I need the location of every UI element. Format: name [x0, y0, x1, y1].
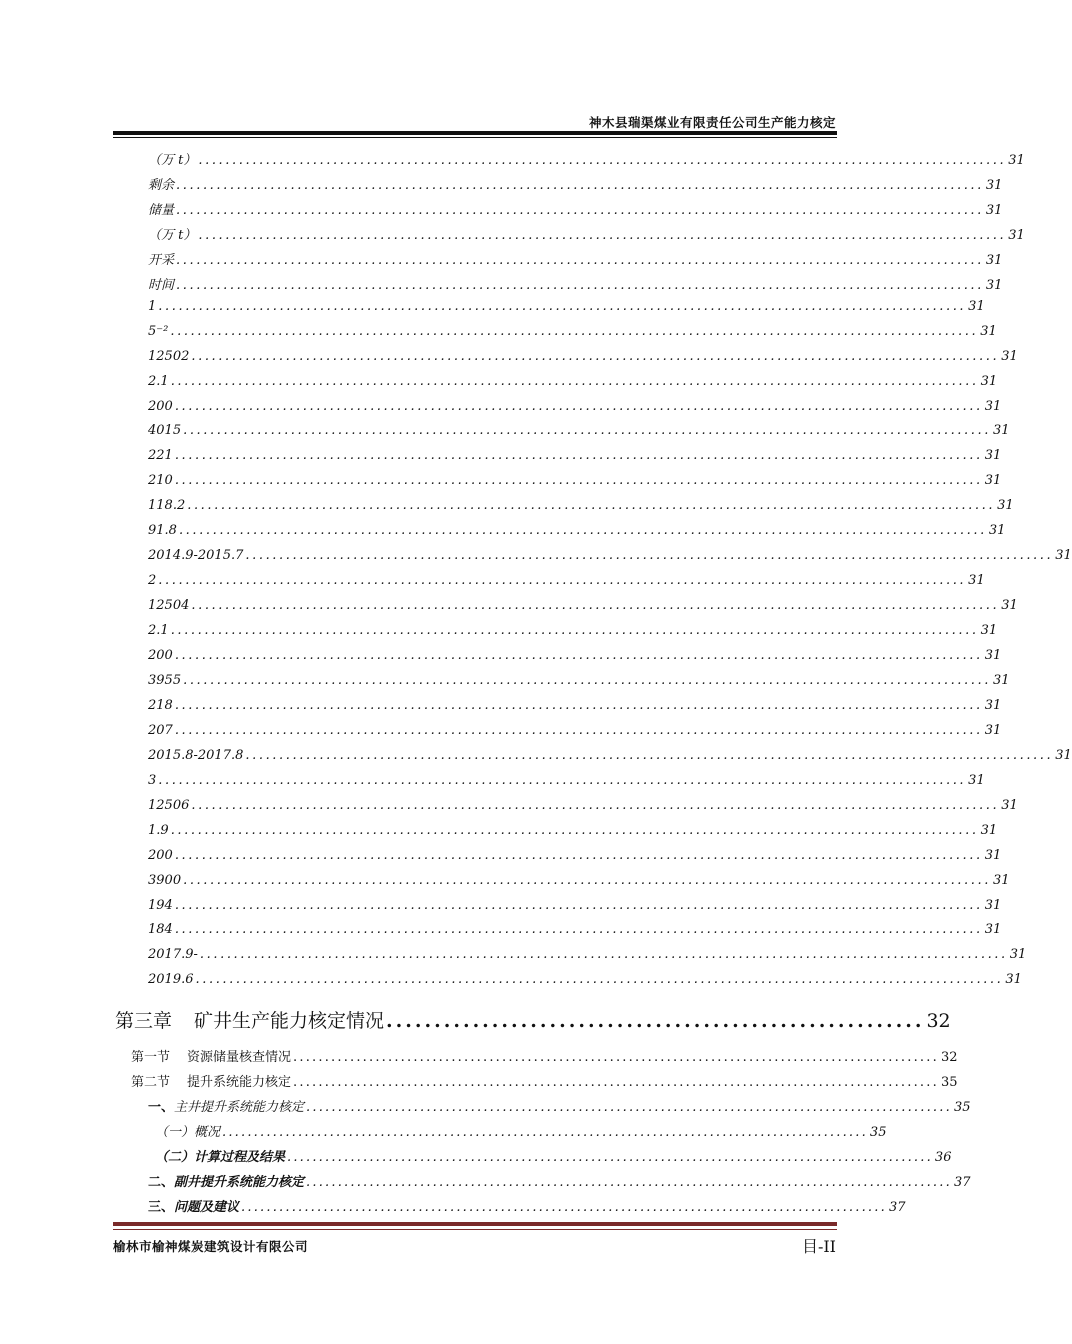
toc-entry-label: 5⁻² — [148, 323, 169, 339]
toc-entry[interactable] — [148, 947, 1027, 963]
subsection-page: 36 — [934, 1150, 952, 1165]
toc-leader: ........................................................................................................................ — [158, 772, 967, 788]
toc-entry-page: 31 — [980, 323, 997, 339]
toc-entry-page: 31 — [1055, 747, 1072, 763]
chapter-page: 32 — [926, 1010, 951, 1032]
subsection-page: 37 — [888, 1200, 906, 1215]
toc-chapter-3[interactable] — [115, 1006, 951, 1033]
toc-entry[interactable] — [148, 373, 998, 389]
toc-entry[interactable] — [148, 548, 1072, 564]
toc-entry[interactable] — [148, 249, 1003, 268]
toc-entry[interactable] — [148, 199, 1003, 218]
toc-entry-page: 31 — [1001, 598, 1018, 614]
toc-leader: ........................................................................................................................ — [245, 548, 1054, 564]
footer-rule-thick — [113, 1222, 837, 1226]
toc-entry-page: 31 — [984, 398, 1002, 414]
toc-entry-label: 12502 — [148, 348, 190, 364]
toc-entry-label: 200 — [148, 847, 173, 863]
toc-entry-label: 2 — [148, 573, 157, 589]
section-number: 第一节 — [131, 1050, 171, 1065]
toc-entry-page: 31 — [984, 722, 1002, 738]
toc-entry[interactable] — [148, 872, 1010, 888]
toc-entry-page: 31 — [984, 648, 1002, 663]
toc-entry-page: 31 — [984, 847, 1002, 863]
toc-entry-label: 2.1 — [148, 373, 169, 389]
section-page: 35 — [940, 1075, 958, 1090]
section-title: 提升系统能力核定 — [187, 1075, 292, 1090]
toc-entry-page: 31 — [968, 298, 985, 314]
toc-entry-page: 31 — [984, 448, 1002, 464]
toc-leader: ........................................................................................................................ — [176, 202, 984, 218]
toc-entry-page: 31 — [1005, 972, 1022, 988]
toc-leader: ........................................................................................................................ — [174, 897, 983, 913]
subsection-page: 35 — [869, 1125, 887, 1140]
toc-leader: ........................................................................................................................ — [176, 277, 984, 293]
toc-leader: ........................................................................................................................ — [174, 473, 983, 489]
toc-leader: ........................................................................................................................ — [174, 722, 983, 738]
toc-entry[interactable] — [148, 274, 1003, 293]
toc-entry[interactable] — [148, 697, 1002, 713]
footer-page-number: 目-II — [801, 1237, 836, 1256]
toc-leader: ........................................................................................................................ — [174, 847, 983, 863]
toc-entry-label: 3955 — [148, 672, 182, 688]
toc-entry-label: 3900 — [148, 872, 182, 888]
toc-subsection-1[interactable] — [148, 1096, 971, 1115]
toc-entry[interactable] — [148, 747, 1072, 763]
subsection-title: （二）计算过程及结果 — [155, 1150, 286, 1165]
toc-entry-label: 3 — [148, 772, 157, 788]
toc-leader: ...................................................................................................... — [306, 1100, 952, 1115]
toc-entry-label: 194 — [148, 897, 173, 913]
toc-entry-page: 31 — [985, 202, 1003, 218]
toc-entry-page: 31 — [984, 697, 1002, 713]
toc-leader: ........................................................................................................................ — [187, 498, 996, 514]
toc-entry[interactable] — [148, 473, 1002, 489]
toc-leader: ........................................................................................................................ — [174, 648, 983, 663]
toc-entry-page: 31 — [980, 822, 998, 838]
toc-entry-label: 91.8 — [148, 523, 177, 539]
toc-entry-label: 储量 — [148, 202, 175, 218]
toc-entry-page: 31 — [1001, 797, 1018, 813]
toc-entry-page: 31 — [1008, 153, 1025, 168]
toc-leader: ...................................................................................................... — [222, 1125, 868, 1140]
running-header-title: 神木县瑞渠煤业有限责任公司生产能力核定 — [588, 115, 836, 130]
toc-leader: ...................................................................................................... — [241, 1200, 887, 1215]
toc-leader: ........................................................................................................................ — [174, 448, 983, 464]
toc-entry[interactable] — [148, 897, 1002, 913]
toc-entry-label: 207 — [148, 722, 173, 738]
toc-entry-label: 200 — [148, 398, 173, 414]
toc-entry[interactable] — [148, 323, 997, 339]
toc-entry[interactable] — [148, 224, 1025, 243]
toc-entry[interactable] — [148, 149, 1025, 168]
toc-entry[interactable] — [148, 398, 1002, 414]
chapter-number: 第三章 — [115, 1010, 173, 1032]
toc-entry-page: 31 — [1009, 947, 1027, 963]
toc-entry[interactable] — [148, 772, 985, 788]
toc-leader: ........................................................................................................................ — [176, 177, 984, 193]
header-rule-thick — [113, 131, 837, 135]
toc-entry[interactable] — [148, 648, 1002, 663]
toc-entry-page: 31 — [992, 872, 1010, 888]
toc-leader: ...................................................................................................... — [306, 1175, 952, 1190]
toc-entry-page: 31 — [968, 772, 985, 788]
section-page: 32 — [940, 1050, 958, 1065]
toc-entry-label: 4015 — [148, 423, 182, 439]
toc-entry-label: 1.9 — [148, 822, 169, 838]
toc-entry-page: 31 — [980, 373, 998, 389]
toc-entry-label: 2.1 — [148, 623, 169, 638]
toc-leader: ........................................................................................................................ — [176, 252, 984, 268]
subsection-title: 主井提升系统能力核定 — [174, 1100, 305, 1115]
toc-leader: ...................................................................................................... — [293, 1050, 939, 1065]
toc-leader: ...................................................................................................... — [287, 1150, 933, 1165]
toc-entry-page: 31 — [985, 177, 1003, 193]
toc-leader: ........................................................................................................................ — [170, 822, 979, 838]
toc-entry[interactable] — [148, 722, 1002, 738]
toc-entry[interactable] — [148, 797, 1018, 813]
toc-leader: ........................................................................................................................ — [170, 323, 979, 339]
toc-entry[interactable] — [148, 573, 985, 589]
toc-section-2[interactable] — [131, 1071, 958, 1090]
toc-entry-label: 2014.9-2015.7 — [148, 548, 244, 564]
toc-entry[interactable] — [148, 623, 998, 638]
toc-entry-label: 12506 — [148, 797, 190, 813]
toc-entry-label: （万 t） — [148, 153, 197, 168]
toc-entry-page: 31 — [984, 473, 1002, 489]
toc-leader: ........................................................................................................................ — [174, 922, 983, 938]
toc-entry-label: 184 — [148, 922, 173, 938]
header-rule-thin — [113, 137, 837, 138]
toc-subsection-1-1[interactable] — [155, 1121, 887, 1140]
toc-entry-label: 剩余 — [148, 177, 175, 193]
toc-entry[interactable] — [148, 448, 1002, 464]
toc-entry-label: 221 — [148, 448, 173, 464]
toc-entry-page: 31 — [992, 672, 1010, 688]
toc-leader: ........................................................................................................................ — [183, 672, 991, 688]
toc-entry[interactable] — [148, 498, 1014, 514]
toc-leader: ........................................................................................................................ — [158, 573, 967, 589]
toc-entry[interactable] — [148, 672, 1010, 688]
toc-leader: ........................................................................................................................ — [245, 747, 1054, 763]
toc-entry[interactable] — [148, 847, 1002, 863]
toc-entry-page: 31 — [992, 423, 1010, 439]
toc-leader: ...................................................................................................... — [293, 1075, 939, 1090]
toc-entry[interactable] — [148, 523, 1006, 539]
toc-leader: ........................................................ — [386, 1010, 925, 1032]
toc-subsection-3[interactable] — [148, 1196, 906, 1215]
toc-entry-page: 31 — [1055, 548, 1072, 564]
toc-entry[interactable] — [148, 174, 1003, 193]
toc-leader: ........................................................................................................................ — [198, 227, 1007, 243]
toc-entry-label: 1 — [148, 298, 157, 314]
toc-entry-label: 时间 — [148, 277, 175, 293]
subsection-title: （一）概况 — [155, 1125, 221, 1140]
toc-leader: ........................................................................................................................ — [199, 947, 1008, 963]
toc-entry[interactable] — [148, 922, 1002, 938]
toc-leader: ........................................................................................................................ — [195, 972, 1004, 988]
section-number: 第二节 — [131, 1075, 171, 1090]
toc-leader: ........................................................................................................................ — [178, 523, 987, 539]
toc-entry[interactable] — [148, 822, 998, 838]
footer-rule-thin — [113, 1229, 837, 1230]
subsection-page: 37 — [953, 1175, 971, 1190]
toc-entry-page: 31 — [968, 573, 985, 589]
toc-entry-page: 31 — [988, 523, 1006, 539]
toc-entry-label: 2017.9- — [148, 947, 198, 963]
toc-entry-label: （万 t） — [148, 227, 197, 243]
subsection-title: 副井提升系统能力核定 — [174, 1175, 305, 1190]
subsection-page: 35 — [953, 1100, 971, 1115]
toc-leader: ........................................................................................................................ — [174, 398, 983, 414]
toc-entry-page: 31 — [985, 252, 1003, 268]
subsection-number: 三、 — [148, 1200, 175, 1215]
toc-entry[interactable] — [148, 423, 1010, 439]
toc-leader: ........................................................................................................................ — [191, 598, 1000, 614]
toc-entry-label: 2015.8-2017.8 — [148, 747, 244, 763]
toc-entry-page: 31 — [984, 922, 1002, 938]
toc-entry-label: 118.2 — [148, 498, 186, 514]
subsection-number: 一、 — [148, 1100, 175, 1115]
footer-company: 榆林市榆神煤炭建筑设计有限公司 — [113, 1239, 309, 1254]
toc-leader: ........................................................................................................................ — [198, 153, 1007, 168]
toc-entry[interactable] — [148, 972, 1022, 988]
toc-entry-page: 31 — [984, 897, 1002, 913]
toc-entry-label: 开采 — [148, 252, 175, 268]
toc-entry-label: 218 — [148, 697, 173, 713]
toc-leader: ........................................................................................................................ — [191, 797, 1000, 813]
toc-leader: ........................................................................................................................ — [183, 423, 991, 439]
toc-entry-page: 31 — [997, 498, 1014, 514]
toc-leader: ........................................................................................................................ — [170, 623, 979, 638]
toc-section-1[interactable] — [131, 1046, 958, 1065]
section-title: 资源储量核查情况 — [187, 1050, 292, 1065]
toc-leader: ........................................................................................................................ — [191, 348, 1000, 364]
toc-entry-label: 2019.6 — [148, 972, 194, 988]
subsection-title: 问题及建议 — [174, 1200, 240, 1215]
toc-entry-page: 31 — [980, 623, 998, 638]
toc-subsection-2[interactable] — [148, 1171, 971, 1190]
toc-entry[interactable] — [148, 298, 985, 314]
subsection-number: 二、 — [148, 1175, 175, 1190]
toc-leader: ........................................................................................................................ — [170, 373, 979, 389]
toc-entry[interactable] — [148, 348, 1018, 364]
toc-subsection-1-2[interactable] — [155, 1146, 952, 1165]
toc-entry[interactable] — [148, 598, 1018, 614]
toc-leader: ........................................................................................................................ — [174, 697, 983, 713]
toc-entry-label: 12504 — [148, 598, 190, 614]
toc-leader: ........................................................................................................................ — [158, 298, 967, 314]
toc-leader: ........................................................................................................................ — [183, 872, 991, 888]
toc-entry-page: 31 — [1001, 348, 1018, 364]
toc-entry-label: 200 — [148, 648, 173, 663]
chapter-title: 矿井生产能力核定情况 — [194, 1010, 385, 1032]
toc-entry-page: 31 — [1008, 227, 1025, 243]
toc-entry-page: 31 — [985, 277, 1003, 293]
toc-entry-label: 210 — [148, 473, 173, 489]
